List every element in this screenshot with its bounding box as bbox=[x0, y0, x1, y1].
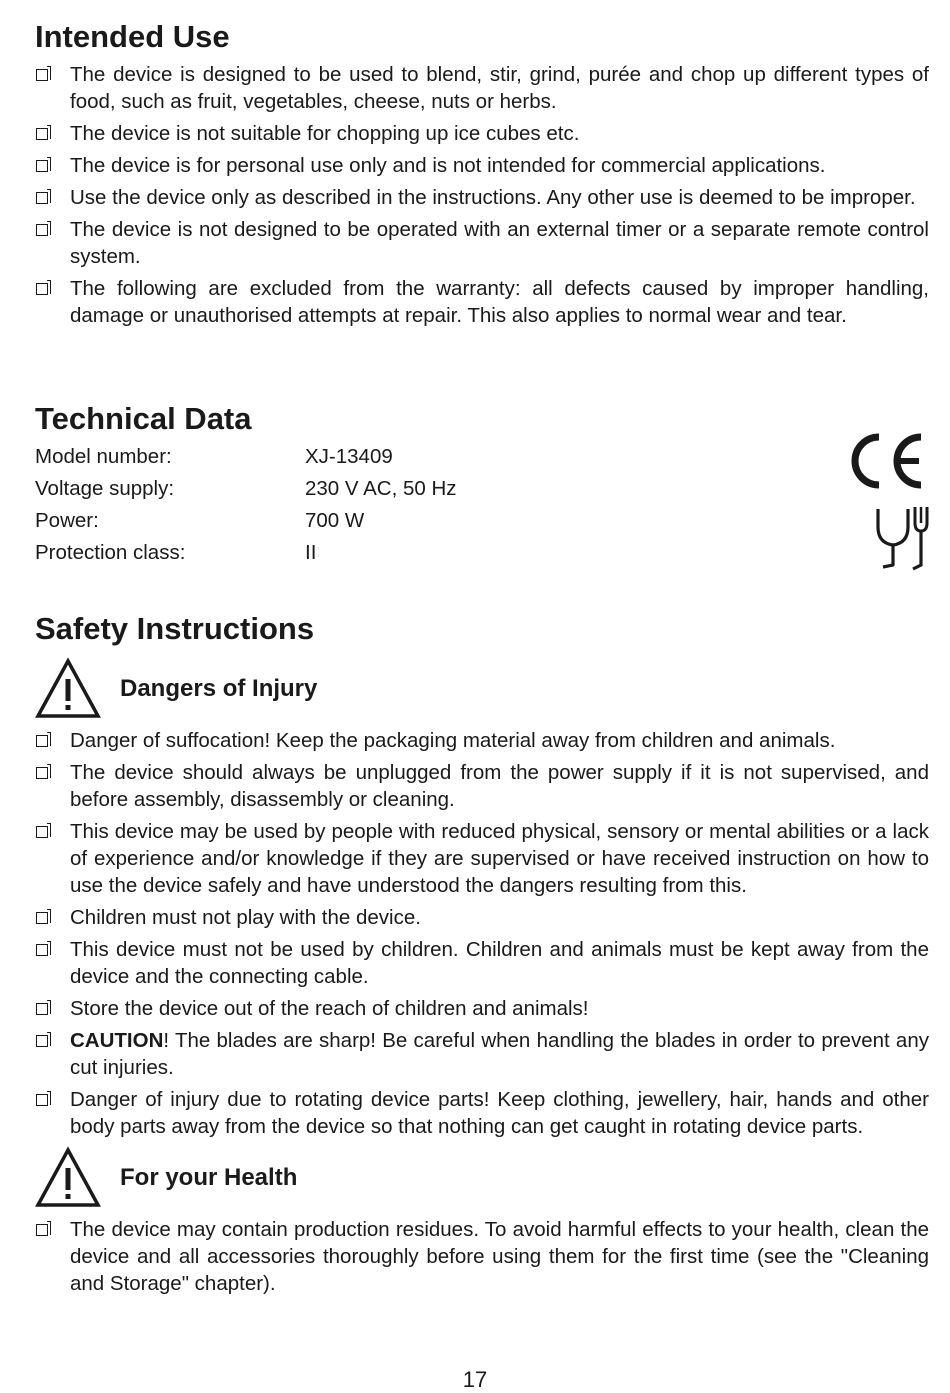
dangers-of-injury-block bbox=[35, 657, 929, 1140]
spec-value: XJ-13409 bbox=[305, 445, 393, 468]
list-item-text: Store the device out of the reach of children and animals! bbox=[70, 997, 589, 1020]
list-item-text: The device is not designed to be operated with an external timer or a separate remote control system. bbox=[70, 218, 929, 268]
checkbox-bullet-icon bbox=[36, 1035, 48, 1047]
checkbox-bullet-icon bbox=[36, 283, 48, 295]
list-item bbox=[35, 759, 929, 813]
food-safe-icon bbox=[875, 505, 931, 571]
list-item bbox=[35, 152, 929, 179]
list-item bbox=[35, 936, 929, 990]
list-item-text: Danger of injury due to rotating device parts! Keep clothing, jewellery, hair, hands and other body parts away from the device so that nothing can get caught in rotating device parts. bbox=[70, 1088, 929, 1138]
list-item-text: This device may be used by people with reduced physical, sensory or mental abilities or a lack of experience and/or knowledge if they are supervised or have received instruction on how to use the device safely and have understood the dangers resulting from this. bbox=[70, 820, 929, 897]
list-item-text: Children must not play with the device. bbox=[70, 906, 421, 929]
table-row bbox=[35, 537, 457, 569]
technical-data-section bbox=[35, 401, 929, 569]
warning-icon bbox=[35, 657, 101, 719]
warning-icon bbox=[35, 1146, 101, 1208]
safety-instructions-section bbox=[35, 611, 929, 1302]
spec-label: Power: bbox=[35, 509, 99, 532]
technical-data-heading: Technical Data bbox=[35, 401, 252, 436]
health-title: For your Health bbox=[120, 1164, 298, 1191]
health-list bbox=[35, 1216, 929, 1297]
list-item bbox=[35, 727, 929, 754]
checkbox-bullet-icon bbox=[36, 1003, 48, 1015]
list-item bbox=[35, 1086, 929, 1140]
checkbox-bullet-icon bbox=[36, 160, 48, 172]
checkbox-bullet-icon bbox=[36, 69, 48, 81]
list-item-text: The following are excluded from the warranty: all defects caused by improper handling, damage or unauthorised attempts at repair. This also applies to normal wear and tear. bbox=[70, 277, 929, 327]
list-item-text: Danger of suffocation! Keep the packaging material away from children and animals. bbox=[70, 729, 836, 752]
checkbox-bullet-icon bbox=[36, 826, 48, 838]
list-item-text: Use the device only as described in the instructions. Any other use is deemed to be improper. bbox=[70, 186, 916, 209]
table-row bbox=[35, 473, 457, 505]
intended-use-section bbox=[35, 19, 929, 334]
dangers-list bbox=[35, 727, 929, 1140]
intended-use-list bbox=[35, 61, 929, 329]
checkbox-bullet-icon bbox=[36, 735, 48, 747]
list-item-text: The device is designed to be used to blend, stir, grind, purée and chop up different types of food, such as fruit, vegetables, cheese, nuts or herbs. bbox=[70, 63, 929, 113]
list-item bbox=[35, 995, 929, 1022]
list-item-text: This device must not be used by children. Children and animals must be kept away from the device and the connecting cable. bbox=[70, 938, 929, 988]
list-item bbox=[35, 1216, 929, 1297]
list-item bbox=[35, 1027, 929, 1081]
checkbox-bullet-icon bbox=[36, 128, 48, 140]
checkbox-bullet-icon bbox=[36, 1094, 48, 1106]
technical-data-table bbox=[35, 441, 457, 569]
list-item bbox=[35, 61, 929, 115]
checkbox-bullet-icon bbox=[36, 224, 48, 236]
checkbox-bullet-icon bbox=[36, 192, 48, 204]
list-item-text: The device should always be unplugged from the power supply if it is not supervised, and before assembly, disassembly or cleaning. bbox=[70, 761, 929, 811]
dangers-title: Dangers of Injury bbox=[120, 675, 318, 702]
page-number: 17 bbox=[462, 1367, 488, 1392]
checkbox-bullet-icon bbox=[36, 912, 48, 924]
dangers-header bbox=[35, 657, 929, 719]
list-item bbox=[35, 184, 929, 211]
list-item-text: The device is not suitable for chopping up ice cubes etc. bbox=[70, 122, 580, 145]
list-item-text: ! The blades are sharp! Be careful when handling the blades in order to prevent any cut injuries. bbox=[70, 1029, 929, 1079]
caution-label: CAUTION bbox=[70, 1029, 164, 1052]
list-item-text: The device is for personal use only and is not intended for commercial applications. bbox=[70, 154, 826, 177]
spec-label: Protection class: bbox=[35, 541, 186, 564]
table-row bbox=[35, 441, 457, 473]
for-your-health-block bbox=[35, 1146, 929, 1297]
ce-mark-icon bbox=[845, 431, 925, 491]
spec-label: Voltage supply: bbox=[35, 477, 175, 500]
intended-use-heading: Intended Use bbox=[35, 19, 230, 54]
list-item bbox=[35, 904, 929, 931]
spec-value: 700 W bbox=[305, 509, 365, 532]
list-item bbox=[35, 120, 929, 147]
safety-heading: Safety Instructions bbox=[35, 611, 315, 646]
checkbox-bullet-icon bbox=[36, 944, 48, 956]
table-row bbox=[35, 505, 457, 537]
checkbox-bullet-icon bbox=[36, 1224, 48, 1236]
list-item bbox=[35, 275, 929, 329]
spec-label: Model number: bbox=[35, 445, 172, 468]
checkbox-bullet-icon bbox=[36, 767, 48, 779]
spec-value: II bbox=[305, 541, 317, 564]
spec-value: 230 V AC, 50 Hz bbox=[305, 477, 457, 500]
list-item-text: The device may contain production residues. To avoid harmful effects to your health, clean the device and all accessories thoroughly before using them for the first time (see the "Cleaning and Storage" chapter). bbox=[70, 1218, 929, 1295]
health-header bbox=[35, 1146, 929, 1208]
list-item bbox=[35, 818, 929, 899]
list-item bbox=[35, 216, 929, 270]
